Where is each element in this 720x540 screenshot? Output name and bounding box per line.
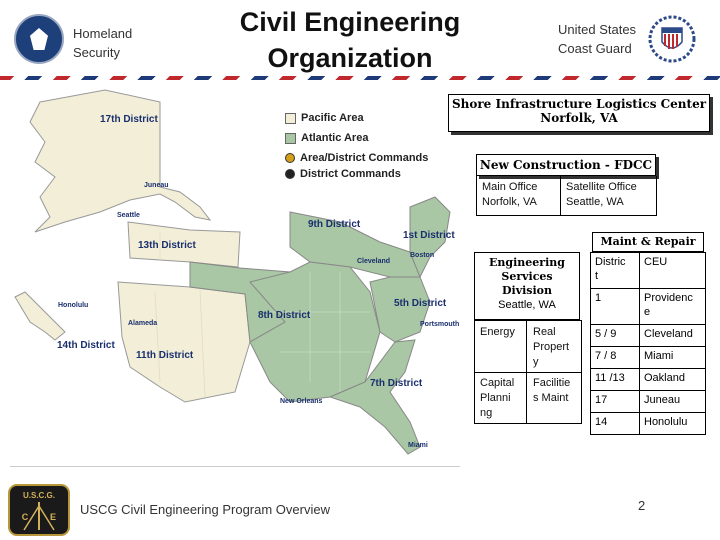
- cell-line: Satellite Office: [566, 181, 637, 193]
- table-row: [591, 253, 706, 289]
- table-cell: Juneau: [640, 391, 706, 413]
- cell-line: Propert: [533, 341, 570, 353]
- org-line: Homeland: [73, 26, 133, 41]
- cell-line: Main Office: [482, 181, 538, 193]
- coast-guard-label: [558, 20, 650, 58]
- legend-item: [285, 152, 428, 164]
- title-line: Civil Engineering: [239, 7, 461, 37]
- ceu-table: [590, 252, 706, 435]
- cell-line: Capital: [480, 377, 515, 389]
- table-cell: [640, 289, 706, 325]
- cell-line: Norfolk, VA: [482, 196, 537, 208]
- city-label: New Orleans: [280, 398, 323, 405]
- divider: [474, 372, 582, 373]
- silc-title-line: Norfolk, VA: [540, 111, 618, 125]
- cell-line: Planni: [480, 392, 511, 404]
- district-map: [10, 82, 460, 468]
- legend-label: District Commands: [300, 168, 401, 180]
- new-construction-title: New Construction - FDCC: [479, 158, 653, 172]
- district-label: 5th District: [394, 298, 447, 309]
- page-number: 2: [638, 498, 646, 513]
- table-row: [591, 369, 706, 391]
- cell-line: Energy: [480, 326, 515, 338]
- district-label: 7th District: [370, 378, 423, 389]
- table-cell: 17: [591, 391, 640, 413]
- cell-line: Facilitie: [533, 377, 571, 389]
- table-cell: 1: [591, 289, 640, 325]
- district-label: 8th District: [258, 310, 311, 321]
- district-label: 11th District: [136, 350, 194, 361]
- area-command-dot-icon: [285, 153, 295, 163]
- city-label: Portsmouth: [420, 321, 460, 328]
- silc-header-box: [448, 94, 710, 132]
- legend-label: Atlantic Area: [301, 132, 369, 144]
- homeland-security-label: [73, 24, 153, 62]
- title-line: Organization: [267, 43, 433, 73]
- org-line: Coast Guard: [558, 41, 632, 56]
- cell-line: Real: [533, 326, 556, 338]
- city-label: Alameda: [128, 320, 158, 327]
- esd-line: Engineering: [489, 256, 565, 269]
- table-row: [591, 391, 706, 413]
- district-command-dot-icon: [285, 169, 295, 179]
- city-label: Juneau: [144, 182, 169, 189]
- table-cell: 7 / 8: [591, 347, 640, 369]
- cell-line: e: [644, 306, 651, 318]
- city-label: Cleveland: [357, 258, 391, 265]
- table-cell: Cleveland: [640, 325, 706, 347]
- energy-cell: [480, 325, 515, 340]
- uscg-ce-emblem-icon: [8, 484, 70, 536]
- dhs-seal-icon: [14, 14, 64, 64]
- emblem-text: U.S.C.G.: [22, 491, 56, 500]
- capital-planning-cell: [480, 376, 514, 421]
- table-row: [591, 325, 706, 347]
- emblem-text: C: [21, 512, 29, 522]
- district-label: 9th District: [308, 219, 361, 230]
- table-cell: 11 /13: [591, 369, 640, 391]
- page-title: [200, 4, 500, 76]
- uscg-emblem-icon: [648, 14, 696, 64]
- district-label: 17th District: [100, 114, 158, 125]
- legend-swatch-icon: [285, 133, 296, 144]
- table-header-cell: [591, 253, 640, 289]
- legend-item: [285, 132, 368, 144]
- esd-line: Services: [501, 270, 553, 283]
- esd-box: [474, 252, 580, 320]
- table-row: [591, 347, 706, 369]
- org-line: Security: [73, 45, 120, 60]
- cell-line: ng: [480, 407, 493, 419]
- legend-label: Pacific Area: [301, 112, 364, 124]
- city-label: Boston: [410, 252, 435, 259]
- real-property-cell: [533, 325, 569, 370]
- table-cell: Miami: [640, 347, 706, 369]
- maint-repair-title: Maint & Repair: [600, 235, 696, 248]
- alaska-shape: [30, 90, 210, 232]
- city-label: Miami: [408, 442, 428, 449]
- table-cell: 14: [591, 413, 640, 435]
- district-label: 13th District: [138, 240, 196, 251]
- cell-line: t: [595, 270, 599, 282]
- hawaii-shape: [15, 292, 65, 340]
- main-office-cell: [482, 180, 537, 210]
- table-row: [591, 289, 706, 325]
- header-stripe: [0, 76, 720, 80]
- map-divider: [10, 466, 460, 467]
- new-construction-box: [476, 154, 656, 176]
- cell-line: Distric: [595, 256, 626, 268]
- table-header-cell: CEU: [640, 253, 706, 289]
- district11-shape: [118, 282, 250, 402]
- maint-repair-box: [592, 232, 704, 252]
- table-cell: Oakland: [640, 369, 706, 391]
- cell-line: y: [533, 356, 539, 368]
- esd-line: Seattle, WA: [498, 299, 556, 311]
- district-label: 14th District: [57, 340, 115, 351]
- city-label: Seattle: [117, 212, 140, 219]
- cell-line: s Maint: [533, 392, 569, 404]
- esd-line: Division: [502, 284, 552, 297]
- divider: [656, 176, 657, 216]
- cell-line: Seattle, WA: [566, 196, 624, 208]
- silc-title-line: Shore Infrastructure Logistics Center: [451, 97, 707, 111]
- legend-swatch-icon: [285, 113, 296, 124]
- footer-title: USCG Civil Engineering Program Overview: [80, 502, 330, 517]
- district8-shape: [250, 262, 380, 402]
- divider: [560, 176, 561, 216]
- divider: [476, 176, 477, 216]
- legend-item: [285, 168, 401, 180]
- table-row: [591, 413, 706, 435]
- satellite-office-cell: [566, 180, 637, 210]
- district-label: 1st District: [403, 230, 455, 241]
- table-cell: 5 / 9: [591, 325, 640, 347]
- divider: [476, 215, 657, 216]
- facilities-maint-cell: [533, 376, 570, 406]
- emblem-text: E: [49, 512, 57, 522]
- org-line: United States: [558, 22, 637, 37]
- legend-label: Area/District Commands: [300, 152, 429, 164]
- legend-item: [285, 112, 364, 124]
- table-cell: Honolulu: [640, 413, 706, 435]
- city-label: Honolulu: [58, 302, 89, 309]
- cell-line: Providenc: [644, 292, 693, 304]
